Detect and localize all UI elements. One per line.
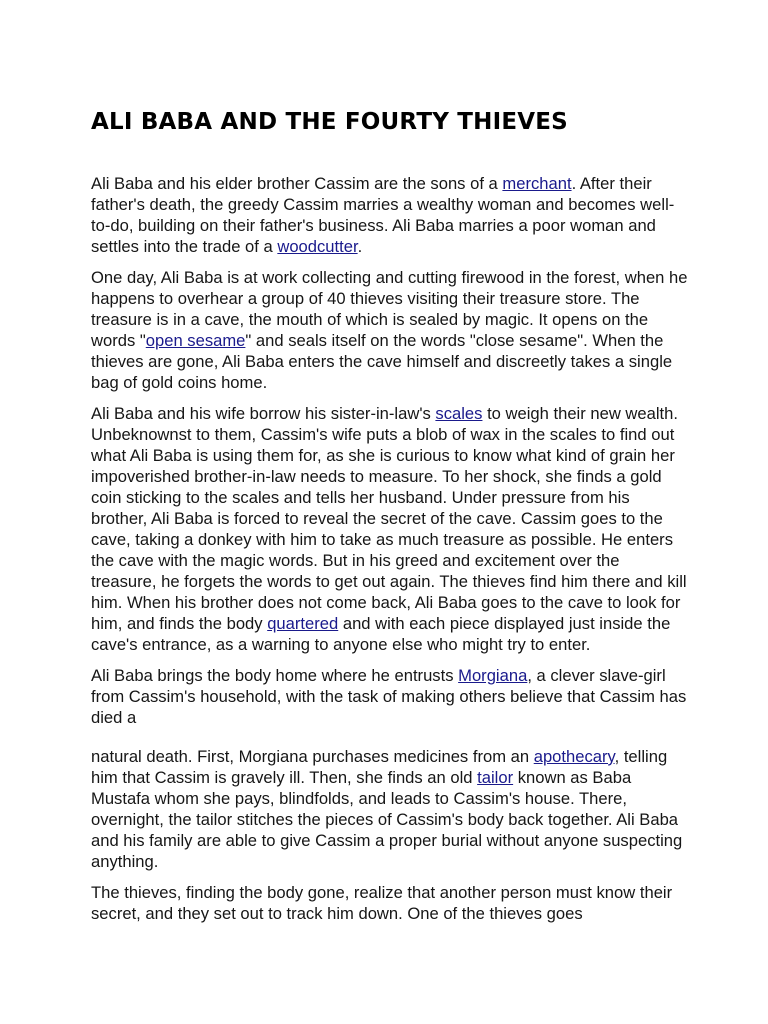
paragraph-2-text-b: " and seals itself on the words "close sesame". When the thieves are gone, Ali Baba enters the cave himself and discreetly takes a single bag of gold coins home. (91, 331, 673, 392)
paragraph-4-text-b: , a clever slave-girl from Cassim's household, with the task of making others believe that Cassim has died a (91, 666, 687, 727)
paragraph-6-text-a: The thieves, finding the body gone, realize that another person must know their secret, and they set out to track him down. One of the thieves goes (91, 883, 673, 923)
paragraph-3 (91, 403, 688, 655)
link-scales[interactable]: scales (435, 404, 483, 423)
paragraph-2-text-a: One day, Ali Baba is at work collecting and cutting firewood in the forest, when he happens to overhear a group of 40 thieves visiting their treasure store. The treasure is in a cave, the mouth of which is sealed by magic. It opens on the words " (91, 268, 688, 350)
link-apothecary[interactable]: apothecary (533, 747, 615, 766)
paragraph-3-text-c: and with each piece displayed just inside the cave's entrance, as a warning to anyone else who might try to enter. (91, 614, 671, 654)
link-woodcutter[interactable]: woodcutter (277, 237, 358, 256)
paragraph-1 (91, 173, 688, 257)
link-open-sesame[interactable]: open sesame (145, 331, 246, 350)
paragraph-4-text-a: Ali Baba brings the body home where he entrusts (91, 666, 459, 685)
paragraph-2 (91, 267, 688, 393)
link-merchant[interactable]: merchant (502, 174, 572, 193)
paragraph-1-text-c: . (357, 237, 363, 256)
paragraph-6 (91, 882, 688, 924)
link-tailor[interactable]: tailor (477, 768, 514, 787)
paragraph-1-text-a: Ali Baba and his elder brother Cassim are the sons of a (91, 174, 503, 193)
paragraph-3-text-a: Ali Baba and his wife borrow his sister-in-law's (91, 404, 436, 423)
paragraph-5 (91, 746, 688, 872)
paragraph-4 (91, 665, 688, 728)
document-title: ALI BABA AND THE FOURTY THIEVES (91, 109, 568, 135)
link-quartered[interactable]: quartered (267, 614, 339, 633)
paragraph-5-text-b: , telling him that Cassim is gravely ill. Then, she finds an old (91, 747, 668, 787)
link-morgiana[interactable]: Morgiana (458, 666, 528, 685)
paragraph-3-text-b: to weigh their new wealth. Unbeknownst to them, Cassim's wife puts a blob of wax in the scales to find out what Ali Baba is using them for, as she is curious to know what kind of grain her impoverished brother-in-law needs to measure. To her shock, she finds a gold coin sticking to the scales and tells her husband. Under pressure from his brother, Ali Baba is forced to reveal the secret of the cave. Cassim goes to the cave, taking a donkey with him to take as much treasure as possible. He enters the cave with the magic words. But in his greed and excitement over the treasure, he forgets the words to get out again. The thieves find him there and kill him. When his brother does not come back, Ali Baba goes to the cave to look for him, and finds the body (91, 404, 687, 633)
paragraph-1-text-b: . After their father's death, the greedy Cassim marries a wealthy woman and becomes well-to-do, building on their father's business. Ali Baba marries a poor woman and settles into the trade of a (91, 174, 675, 256)
paragraph-5-text-a: natural death. First, Morgiana purchases medicines from an (91, 747, 534, 766)
paragraph-5-text-c: known as Baba Mustafa whom she pays, blindfolds, and leads to Cassim's house. There, overnight, the tailor stitches the pieces of Cassim's body back together. Ali Baba and his family are able to give Cassim a proper burial without anyone suspecting anything. (91, 768, 683, 871)
